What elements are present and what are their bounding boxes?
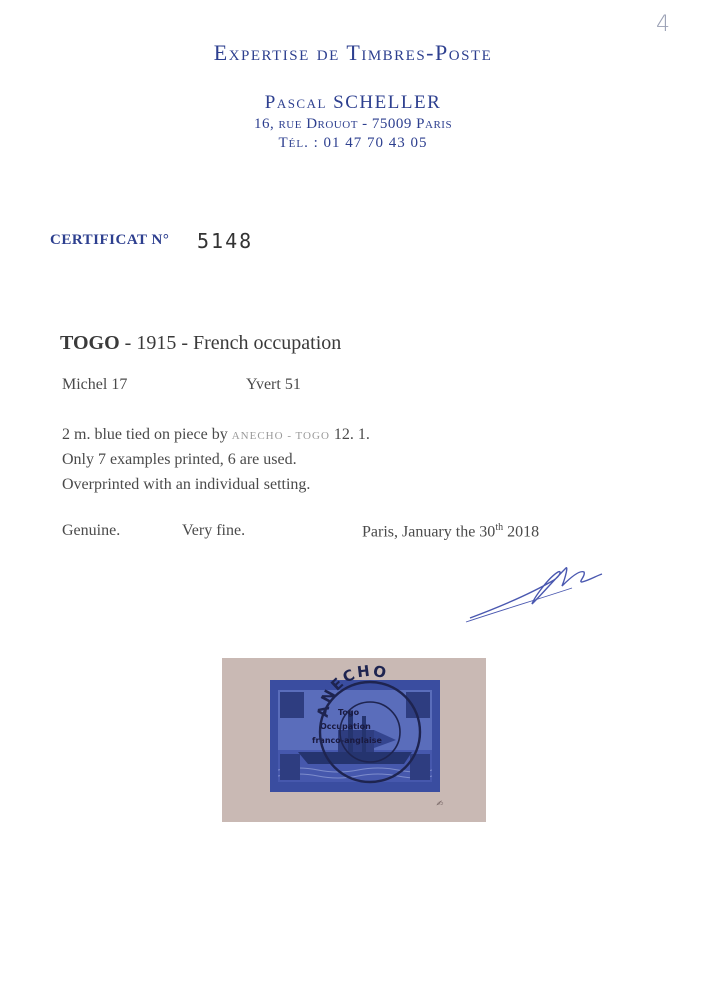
- corner-handwritten-mark: 4: [656, 12, 670, 37]
- expert-phone: Tél. : 01 47 70 43 05: [278, 135, 428, 151]
- stamp-heading-rest: - 1915 - French occupation: [119, 332, 342, 354]
- expert-name: Pascal SCHELLER: [264, 92, 442, 113]
- verdict-genuine: Genuine.: [62, 522, 121, 539]
- header-title: Expertise de Timbres-Poste: [213, 40, 493, 65]
- catalog-michel: Michel 17: [62, 376, 128, 393]
- postmark-reference: ANECHO - TOGO: [231, 430, 330, 442]
- place-date: [362, 522, 539, 541]
- stamp-country: TOGO: [60, 332, 120, 354]
- overprint-line-3: franco-anglaise: [312, 736, 382, 745]
- overprint-line-1: Togo: [338, 708, 360, 717]
- certificate-number: 5148: [197, 229, 254, 253]
- description-line-1-suffix: 12. 1.: [329, 426, 370, 443]
- expert-address: 16, rue Drouot - 75009 Paris: [253, 116, 453, 132]
- expert-signature: [462, 558, 612, 628]
- postmark-cancel: [222, 658, 486, 822]
- place-date-suffix: th: [495, 522, 504, 533]
- verdict-condition: Very fine.: [182, 522, 246, 539]
- place-date-year: 2018: [503, 523, 540, 541]
- description-line-3: Overprinted with an individual setting.: [62, 476, 311, 493]
- overprint-line-2: Occupation: [320, 722, 371, 731]
- catalog-yvert: Yvert 51: [246, 376, 301, 393]
- description-line-1: [62, 426, 370, 444]
- description-line-2: Only 7 examples printed, 6 are used.: [62, 451, 297, 468]
- stamp-photo: [222, 658, 486, 822]
- postmark-text: ANECHO: [313, 661, 390, 719]
- place-date-prefix: Paris, January the 30: [362, 523, 496, 541]
- svg-text:ANECHO: [314, 662, 390, 719]
- description-line-1-prefix: 2 m. blue tied on piece by: [62, 426, 232, 443]
- photo-signature: ✍︎: [436, 799, 443, 808]
- certificate-label: CERTIFICAT N°: [50, 232, 170, 248]
- stamp-heading: [60, 332, 341, 355]
